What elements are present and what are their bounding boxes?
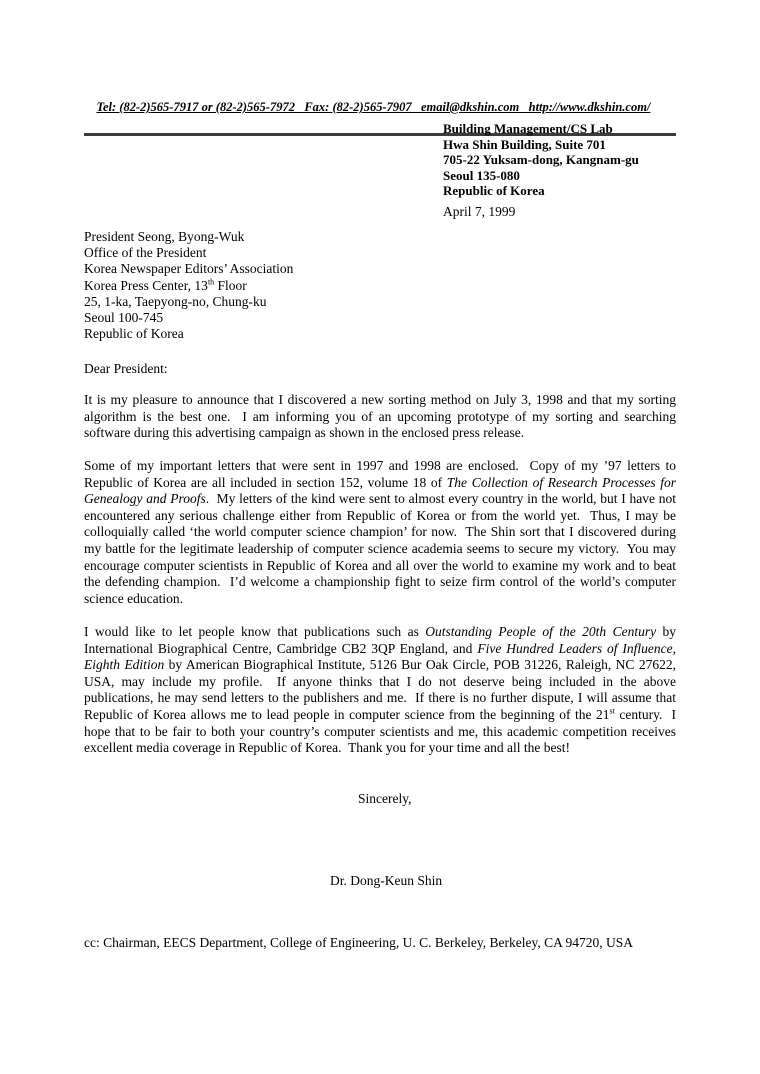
recipient-address-line: Seoul 100-745 [84, 310, 164, 326]
body-paragraph-1: It is my pleasure to announce that I discovered a new sorting method on July 3, 1998 and that my sorting algorithm is the best one. I am informing you of an upcoming prototype of my sorting and searching software during this advertising campaign as shown in the enclosed press release. [84, 392, 680, 441]
sender-address-line: Building Management/CS Lab [443, 121, 613, 136]
date-line: April 7, 1999 [443, 204, 516, 219]
sender-address [443, 121, 639, 199]
recipient-address-line: President Seong, Byong-Wuk [84, 229, 245, 244]
recipient-address-line: Korea Press Center, 13th Floor [84, 277, 247, 293]
cc-line: cc: Chairman, EECS Department, College of Engineering, U. C. Berkeley, Berkeley, CA 94720, USA [84, 935, 634, 950]
body-paragraph-2: Some of my important letters that were sent in 1997 and 1998 are enclosed. Copy of my ’97 letters to Republic of Korea are all included in section 152, volume 18 of The Collection of Research Processes for Genealogy and Proofs. My letters of the kind were sent to almost every country in the world, but I have not encountered any serious challenge either from Republic of Korea or from the world yet. Thus, I may be colloquially called ‘the world computer science champion’ for now. The Shin sort that I discovered during my battle for the legitimate leadership of computer science academia seems to secure my victory. You may encourage computer scientists in Republic of Korea and all over the world to examine my work and to beat the defending champion. I’d welcome a championship fight to seize firm control of the world’s computer science education. [84, 458, 680, 606]
sender-address-line: Republic of Korea [443, 183, 545, 198]
sender-address-line: Seoul 135-080 [443, 167, 520, 183]
closing-salutation: Sincerely, [358, 791, 412, 806]
recipient-address-line: Korea Newspaper Editors’ Association [84, 261, 294, 277]
recipient-address-line: Republic of Korea [84, 326, 184, 342]
sender-address-line: Hwa Shin Building, Suite 701 [443, 136, 606, 152]
signature-name: Dr. Dong-Keun Shin [330, 873, 443, 888]
letterhead-contact-text: Tel: (82-2)565-7917 or (82-2)565-7972 Fax: (82-2)565-7907 email@dkshin.com http://www.dkshin.com/ [96, 100, 651, 114]
recipient-address-line: 25, 1-ka, Taepyong-no, Chung-ku [84, 293, 267, 309]
salutation: Dear President: [84, 361, 168, 376]
recipient-address-line: Office of the President [84, 245, 207, 261]
body-paragraph-3: I would like to let people know that publications such as Outstanding People of the 20th Century by International Biographical Centre, Cambridge CB2 3QP England, and Five Hundred Leaders of Influence, Eighth Edition by American Biographical Institute, 5126 Bur Oak Circle, POB 31226, Raleigh, NC 27622, USA, may include my profile. If anyone thinks that I do not deserve being included in the above publications, he may send letters to the publishers and me. If there is no further dispute, I will assume that Republic of Korea allows me to lead people in computer science from the beginning of the 21st century. I hope that to be fair to both your country’s computer scientists and me, this academic competition receives excellent media coverage in Republic of Korea. Thank you for your time and all the best! [84, 624, 680, 756]
recipient-address [84, 229, 293, 342]
sender-address-line: 705-22 Yuksam-dong, Kangnam-gu [443, 152, 639, 167]
